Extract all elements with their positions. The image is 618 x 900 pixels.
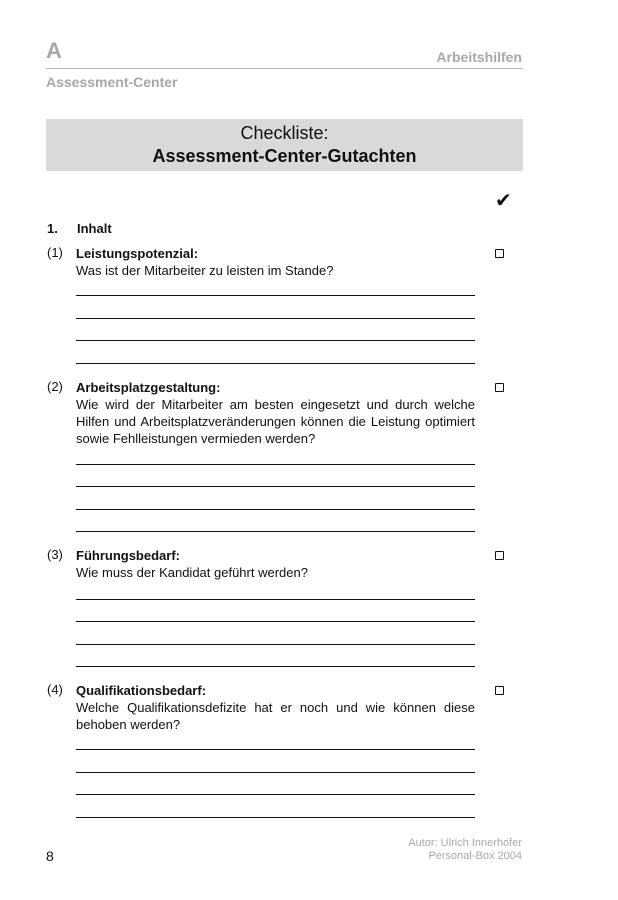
answer-line[interactable]: [76, 464, 475, 465]
answer-line[interactable]: [76, 509, 475, 510]
check-column-icon: ✔: [495, 188, 512, 212]
checkbox[interactable]: [495, 249, 504, 258]
item-number: (1): [47, 245, 63, 260]
title-line-2: Assessment-Center-Gutachten: [152, 146, 417, 166]
page-number: 8: [46, 848, 54, 864]
answer-line[interactable]: [76, 666, 475, 667]
answer-line[interactable]: [76, 817, 475, 818]
item-body: [76, 547, 475, 581]
item-number: (3): [47, 547, 63, 562]
footer-credits: [408, 837, 522, 863]
answer-line[interactable]: [76, 749, 475, 750]
checkbox[interactable]: [495, 383, 504, 392]
header-subtitle: Assessment-Center: [46, 74, 178, 90]
item-number: (4): [47, 682, 63, 697]
footer-author: Autor: Ulrich Innerhofer: [408, 837, 522, 849]
footer-source: Personal-Box 2004: [428, 850, 522, 862]
item-question: Was ist der Mitarbeiter zu leisten im Stande?: [76, 263, 334, 278]
section-number: 1.: [47, 221, 58, 236]
answer-line[interactable]: [76, 621, 475, 622]
answer-line[interactable]: [76, 794, 475, 795]
item-question: Wie wird der Mitarbeiter am besten eingesetzt und durch welche Hilfen und Arbeitsplatzveränderungen können die Leistung optimiert sowie Fehlleistungen vermieden werden?: [76, 397, 475, 446]
answer-line[interactable]: [76, 531, 475, 532]
chapter-letter: A: [46, 38, 62, 63]
item-title: Arbeitsplatzgestaltung:: [76, 380, 221, 395]
answer-line[interactable]: [76, 486, 475, 487]
header-rule: [46, 68, 523, 69]
checkbox[interactable]: [495, 551, 504, 560]
item-title: Qualifikationsbedarf:: [76, 683, 207, 698]
section-title: Inhalt: [77, 221, 112, 236]
answer-line[interactable]: [76, 644, 475, 645]
header-section-label: Arbeitshilfen: [436, 49, 522, 65]
answer-line[interactable]: [76, 295, 475, 296]
item-title: Führungsbedarf:: [76, 548, 180, 563]
item-title: Leistungspotenzial:: [76, 246, 199, 261]
checkbox[interactable]: [495, 686, 504, 695]
item-question: Welche Qualifikationsdefizite hat er noch und wie können diese behoben werden?: [76, 700, 475, 732]
answer-line[interactable]: [76, 772, 475, 773]
item-question: Wie muss der Kandidat geführt werden?: [76, 565, 308, 580]
item-body: [76, 682, 475, 733]
item-body: [76, 379, 475, 447]
answer-line[interactable]: [76, 340, 475, 341]
item-body: [76, 245, 475, 279]
title-box: [46, 119, 523, 171]
title-line-1: Checkliste:: [240, 123, 329, 143]
answer-line[interactable]: [76, 318, 475, 319]
item-number: (2): [47, 379, 63, 394]
answer-line[interactable]: [76, 363, 475, 364]
answer-line[interactable]: [76, 599, 475, 600]
